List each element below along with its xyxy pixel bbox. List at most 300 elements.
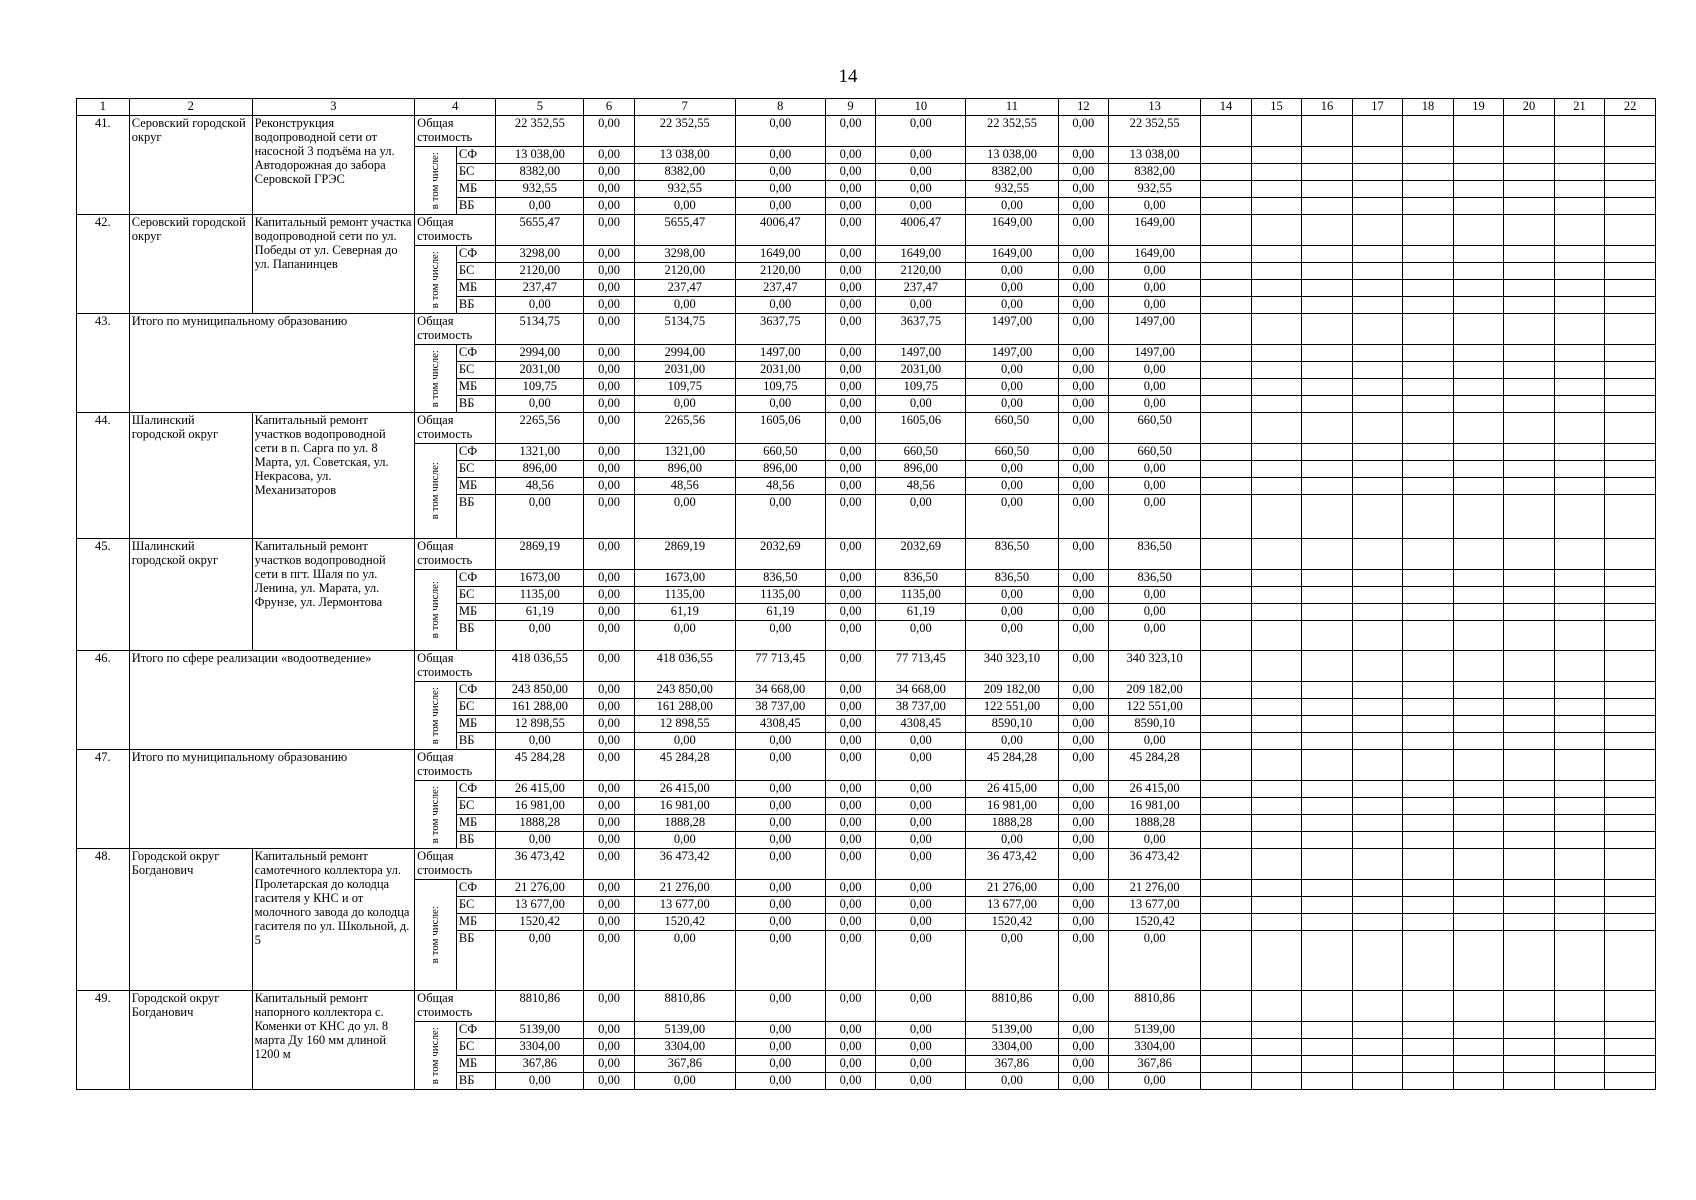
empty-cell [1453, 699, 1504, 716]
value-cell: 0,00 [825, 750, 876, 781]
empty-cell [1605, 263, 1656, 280]
value-cell: 2031,00 [735, 362, 825, 379]
empty-cell [1554, 495, 1605, 539]
empty-cell [1352, 379, 1403, 396]
value-cell: 0,00 [1058, 181, 1109, 198]
value-cell: 0,00 [876, 798, 966, 815]
value-cell: 1520,42 [966, 914, 1058, 931]
empty-cell [1504, 461, 1555, 478]
value-cell: 836,50 [1109, 570, 1201, 587]
empty-cell [1302, 849, 1353, 880]
in-total-text: в том числе: [429, 462, 442, 520]
empty-cell [1403, 604, 1454, 621]
empty-cell [1605, 147, 1656, 164]
empty-cell [1403, 815, 1454, 832]
value-cell: 2120,00 [496, 263, 584, 280]
value-cell: 2031,00 [634, 362, 735, 379]
value-cell: 0,00 [966, 1073, 1058, 1090]
empty-cell [1352, 116, 1403, 147]
value-cell: 0,00 [825, 297, 876, 314]
value-cell: 0,00 [735, 849, 825, 880]
empty-cell [1201, 604, 1252, 621]
value-cell: 0,00 [1058, 379, 1109, 396]
value-cell: 45 284,28 [496, 750, 584, 781]
value-cell: 0,00 [584, 215, 635, 246]
value-cell: 8590,10 [1109, 716, 1201, 733]
empty-cell [1554, 362, 1605, 379]
empty-cell [1554, 1039, 1605, 1056]
empty-cell [1302, 682, 1353, 699]
empty-cell [1352, 699, 1403, 716]
value-cell: 0,00 [825, 1073, 876, 1090]
header-cell-6: 6 [584, 99, 635, 116]
empty-cell [1504, 1039, 1555, 1056]
value-cell: 0,00 [825, 246, 876, 263]
value-cell: 1497,00 [1109, 314, 1201, 345]
funding-source-code: БС [456, 263, 496, 280]
empty-cell [1251, 587, 1302, 604]
empty-cell [1352, 314, 1403, 345]
empty-cell [1352, 164, 1403, 181]
value-cell: 0,00 [966, 604, 1058, 621]
total-cost-label: Общая стоимость [415, 750, 496, 781]
value-cell: 21 276,00 [496, 880, 584, 897]
empty-cell [1605, 699, 1656, 716]
empty-cell [1302, 750, 1353, 781]
value-cell: 0,00 [1058, 461, 1109, 478]
empty-cell [1453, 362, 1504, 379]
empty-cell [1453, 716, 1504, 733]
value-cell: 660,50 [966, 444, 1058, 461]
empty-cell [1352, 849, 1403, 880]
value-cell: 0,00 [876, 396, 966, 413]
municipality-name: Серовский городской округ [129, 215, 252, 314]
value-cell: 0,00 [1058, 849, 1109, 880]
empty-cell [1251, 931, 1302, 991]
empty-cell [1453, 263, 1504, 280]
value-cell: 109,75 [876, 379, 966, 396]
value-cell: 0,00 [735, 798, 825, 815]
funding-source-code: БС [456, 587, 496, 604]
funding-source-code: БС [456, 362, 496, 379]
summary-title: Итого по муниципальному образованию [129, 314, 414, 413]
value-cell: 0,00 [584, 379, 635, 396]
value-cell: 0,00 [496, 1073, 584, 1090]
empty-cell [1453, 345, 1504, 362]
empty-cell [1403, 897, 1454, 914]
empty-cell [1605, 815, 1656, 832]
empty-cell [1554, 215, 1605, 246]
value-cell: 0,00 [1058, 345, 1109, 362]
value-cell: 0,00 [735, 396, 825, 413]
value-cell: 0,00 [584, 682, 635, 699]
funding-source-code: МБ [456, 379, 496, 396]
empty-cell [1605, 716, 1656, 733]
value-cell: 0,00 [1058, 733, 1109, 750]
empty-cell [1453, 781, 1504, 798]
empty-cell [1403, 1039, 1454, 1056]
empty-cell [1554, 461, 1605, 478]
empty-cell [1201, 198, 1252, 215]
value-cell: 5655,47 [496, 215, 584, 246]
value-cell: 0,00 [825, 604, 876, 621]
empty-cell [1554, 396, 1605, 413]
empty-cell [1201, 897, 1252, 914]
value-cell: 8382,00 [496, 164, 584, 181]
funding-source-code: ВБ [456, 396, 496, 413]
value-cell: 237,47 [496, 280, 584, 297]
value-cell: 0,00 [966, 297, 1058, 314]
total-cost-label: Общая стоимость [415, 116, 496, 147]
value-cell: 932,55 [634, 181, 735, 198]
empty-cell [1403, 716, 1454, 733]
value-cell: 16 981,00 [496, 798, 584, 815]
empty-cell [1403, 164, 1454, 181]
value-cell: 0,00 [966, 396, 1058, 413]
municipality-name: Городской округ Богданович [129, 991, 252, 1090]
value-cell: 0,00 [584, 1022, 635, 1039]
empty-cell [1453, 914, 1504, 931]
empty-cell [1605, 880, 1656, 897]
empty-cell [1302, 147, 1353, 164]
value-cell: 36 473,42 [496, 849, 584, 880]
value-cell: 0,00 [876, 832, 966, 849]
value-cell: 26 415,00 [634, 781, 735, 798]
value-cell: 0,00 [584, 733, 635, 750]
value-cell: 0,00 [584, 164, 635, 181]
empty-cell [1605, 461, 1656, 478]
empty-cell [1201, 164, 1252, 181]
empty-cell [1251, 198, 1302, 215]
empty-cell [1302, 413, 1353, 444]
value-cell: 0,00 [496, 621, 584, 651]
value-cell: 0,00 [825, 444, 876, 461]
empty-cell [1251, 651, 1302, 682]
empty-cell [1453, 280, 1504, 297]
funding-source-code: БС [456, 699, 496, 716]
value-cell: 0,00 [825, 1056, 876, 1073]
empty-cell [1403, 413, 1454, 444]
value-cell: 836,50 [966, 539, 1058, 570]
funding-source-code: МБ [456, 280, 496, 297]
empty-cell [1504, 991, 1555, 1022]
value-cell: 0,00 [1058, 297, 1109, 314]
value-cell: 5134,75 [496, 314, 584, 345]
value-cell: 0,00 [584, 413, 635, 444]
empty-cell [1251, 880, 1302, 897]
value-cell: 13 677,00 [634, 897, 735, 914]
value-cell: 0,00 [1058, 314, 1109, 345]
header-cell-5: 5 [496, 99, 584, 116]
value-cell: 13 038,00 [496, 147, 584, 164]
empty-cell [1302, 116, 1353, 147]
empty-cell [1352, 246, 1403, 263]
value-cell: 0,00 [634, 495, 735, 539]
empty-cell [1403, 1022, 1454, 1039]
empty-cell [1201, 914, 1252, 931]
funding-source-code: СФ [456, 781, 496, 798]
empty-cell [1251, 849, 1302, 880]
empty-cell [1302, 587, 1353, 604]
vertical-label-wrapper [417, 682, 454, 749]
value-cell: 0,00 [825, 495, 876, 539]
value-cell: 0,00 [1058, 991, 1109, 1022]
value-cell: 0,00 [825, 215, 876, 246]
in-total-text: в том числе: [429, 581, 442, 639]
in-total-text: в том числе: [429, 686, 442, 745]
empty-cell [1605, 396, 1656, 413]
empty-cell [1605, 314, 1656, 345]
in-total-vertical-label [415, 444, 457, 539]
empty-cell [1554, 651, 1605, 682]
value-cell: 0,00 [1109, 832, 1201, 849]
vertical-label-wrapper [417, 570, 454, 650]
empty-cell [1605, 413, 1656, 444]
empty-cell [1201, 539, 1252, 570]
empty-cell [1201, 733, 1252, 750]
value-cell: 4006,47 [735, 215, 825, 246]
value-cell: 8810,86 [496, 991, 584, 1022]
empty-cell [1453, 587, 1504, 604]
empty-cell [1201, 1073, 1252, 1090]
empty-cell [1352, 1056, 1403, 1073]
value-cell: 0,00 [825, 570, 876, 587]
value-cell: 0,00 [1058, 280, 1109, 297]
empty-cell [1605, 164, 1656, 181]
empty-cell [1251, 164, 1302, 181]
value-cell: 0,00 [1109, 587, 1201, 604]
value-cell: 36 473,42 [966, 849, 1058, 880]
row-number: 43. [77, 314, 130, 413]
header-cell-14: 14 [1201, 99, 1252, 116]
value-cell: 2031,00 [876, 362, 966, 379]
empty-cell [1352, 539, 1403, 570]
value-cell: 8590,10 [966, 716, 1058, 733]
value-cell: 0,00 [584, 849, 635, 880]
value-cell: 1649,00 [735, 246, 825, 263]
value-cell: 836,50 [966, 570, 1058, 587]
value-cell: 48,56 [496, 478, 584, 495]
empty-cell [1504, 444, 1555, 461]
value-cell: 0,00 [735, 832, 825, 849]
value-cell: 0,00 [1109, 198, 1201, 215]
value-cell: 12 898,55 [496, 716, 584, 733]
value-cell: 109,75 [496, 379, 584, 396]
empty-cell [1352, 280, 1403, 297]
value-cell: 0,00 [1109, 396, 1201, 413]
funding-source-code: МБ [456, 914, 496, 931]
value-cell: 0,00 [825, 198, 876, 215]
value-cell: 3637,75 [735, 314, 825, 345]
value-cell: 0,00 [735, 733, 825, 750]
empty-cell [1453, 164, 1504, 181]
header-row [77, 99, 1656, 116]
value-cell: 0,00 [735, 1056, 825, 1073]
value-cell: 0,00 [584, 815, 635, 832]
empty-cell [1453, 832, 1504, 849]
funding-source-code: МБ [456, 815, 496, 832]
value-cell: 0,00 [634, 733, 735, 750]
empty-cell [1302, 246, 1353, 263]
empty-cell [1554, 750, 1605, 781]
value-cell: 0,00 [825, 1039, 876, 1056]
value-cell: 2032,69 [735, 539, 825, 570]
value-cell: 0,00 [634, 621, 735, 651]
value-cell: 0,00 [584, 604, 635, 621]
value-cell: 2032,69 [876, 539, 966, 570]
funding-source-code: МБ [456, 604, 496, 621]
funding-source-code: ВБ [456, 198, 496, 215]
empty-cell [1302, 570, 1353, 587]
value-cell: 0,00 [825, 798, 876, 815]
value-cell: 5134,75 [634, 314, 735, 345]
empty-cell [1251, 750, 1302, 781]
empty-cell [1554, 849, 1605, 880]
header-cell-2: 2 [129, 99, 252, 116]
value-cell: 0,00 [825, 181, 876, 198]
value-cell: 0,00 [1058, 832, 1109, 849]
value-cell: 0,00 [876, 914, 966, 931]
in-total-vertical-label [415, 1022, 457, 1090]
empty-cell [1504, 181, 1555, 198]
value-cell: 0,00 [1058, 116, 1109, 147]
funding-source-code: СФ [456, 1022, 496, 1039]
value-cell: 660,50 [735, 444, 825, 461]
empty-cell [1504, 1056, 1555, 1073]
empty-cell [1554, 164, 1605, 181]
empty-cell [1352, 716, 1403, 733]
empty-cell [1302, 1022, 1353, 1039]
header-cell-18: 18 [1403, 99, 1454, 116]
value-cell: 243 850,00 [634, 682, 735, 699]
value-cell: 0,00 [1058, 1039, 1109, 1056]
project-description: Капитальный ремонт участка водопроводной сети по ул. Победы от ул. Северная до ул. Папанинцев [252, 215, 415, 314]
value-cell: 1605,06 [735, 413, 825, 444]
empty-cell [1605, 116, 1656, 147]
empty-cell [1554, 991, 1605, 1022]
total-cost-label: Общая стоимость [415, 539, 496, 570]
empty-cell [1352, 461, 1403, 478]
empty-cell [1251, 1073, 1302, 1090]
empty-cell [1504, 716, 1555, 733]
value-cell: 45 284,28 [1109, 750, 1201, 781]
value-cell: 0,00 [584, 832, 635, 849]
empty-cell [1453, 539, 1504, 570]
empty-cell [1251, 280, 1302, 297]
empty-cell [1251, 297, 1302, 314]
empty-cell [1403, 198, 1454, 215]
header-cell-12: 12 [1058, 99, 1109, 116]
empty-cell [1504, 280, 1555, 297]
value-cell: 4308,45 [735, 716, 825, 733]
empty-cell [1251, 1056, 1302, 1073]
funding-source-code: СФ [456, 345, 496, 362]
in-total-vertical-label [415, 570, 457, 651]
empty-cell [1251, 798, 1302, 815]
empty-cell [1201, 147, 1252, 164]
empty-cell [1605, 621, 1656, 651]
empty-cell [1554, 604, 1605, 621]
empty-cell [1302, 362, 1353, 379]
empty-cell [1453, 297, 1504, 314]
empty-cell [1302, 478, 1353, 495]
empty-cell [1302, 164, 1353, 181]
value-cell: 61,19 [876, 604, 966, 621]
row-number: 41. [77, 116, 130, 215]
project-description: Реконструкция водопроводной сети от насосной 3 подъёма на ул. Автодорожная до забора Серовской ГРЭС [252, 116, 415, 215]
value-cell: 2120,00 [735, 263, 825, 280]
value-cell: 1520,42 [1109, 914, 1201, 931]
header-cell-1: 1 [77, 99, 130, 116]
empty-cell [1251, 570, 1302, 587]
project-description: Капитальный ремонт напорного коллектора с. Коменки от КНС до ул. 8 марта Ду 160 мм длиной 1200 м [252, 991, 415, 1090]
empty-cell [1605, 362, 1656, 379]
empty-cell [1554, 314, 1605, 345]
empty-cell [1352, 781, 1403, 798]
value-cell: 0,00 [876, 621, 966, 651]
empty-cell [1403, 880, 1454, 897]
value-cell: 0,00 [825, 621, 876, 651]
value-cell: 36 473,42 [634, 849, 735, 880]
value-cell: 0,00 [825, 587, 876, 604]
empty-cell [1302, 733, 1353, 750]
value-cell: 0,00 [584, 1056, 635, 1073]
value-cell: 367,86 [634, 1056, 735, 1073]
value-cell: 0,00 [584, 880, 635, 897]
empty-cell [1453, 444, 1504, 461]
empty-cell [1251, 539, 1302, 570]
empty-cell [1605, 682, 1656, 699]
empty-cell [1605, 914, 1656, 931]
empty-cell [1504, 495, 1555, 539]
empty-cell [1453, 897, 1504, 914]
value-cell: 0,00 [966, 478, 1058, 495]
empty-cell [1352, 297, 1403, 314]
empty-cell [1352, 495, 1403, 539]
empty-cell [1605, 897, 1656, 914]
table-row [77, 651, 1656, 682]
empty-cell [1453, 495, 1504, 539]
funding-source-code: БС [456, 461, 496, 478]
empty-cell [1554, 798, 1605, 815]
empty-cell [1302, 215, 1353, 246]
value-cell: 0,00 [825, 379, 876, 396]
value-cell: 0,00 [1058, 198, 1109, 215]
value-cell: 418 036,55 [634, 651, 735, 682]
value-cell: 0,00 [1058, 716, 1109, 733]
funding-source-code: ВБ [456, 931, 496, 991]
empty-cell [1251, 181, 1302, 198]
value-cell: 1673,00 [634, 570, 735, 587]
empty-cell [1605, 280, 1656, 297]
table-row [77, 116, 1656, 147]
value-cell: 0,00 [584, 478, 635, 495]
empty-cell [1554, 914, 1605, 931]
empty-cell [1352, 478, 1403, 495]
value-cell: 8810,86 [634, 991, 735, 1022]
empty-cell [1453, 314, 1504, 345]
empty-cell [1453, 604, 1504, 621]
value-cell: 0,00 [1109, 604, 1201, 621]
value-cell: 13 677,00 [1109, 897, 1201, 914]
value-cell: 0,00 [1109, 280, 1201, 297]
value-cell: 0,00 [584, 396, 635, 413]
empty-cell [1403, 798, 1454, 815]
value-cell: 3304,00 [496, 1039, 584, 1056]
empty-cell [1504, 116, 1555, 147]
value-cell: 0,00 [876, 849, 966, 880]
row-number: 42. [77, 215, 130, 314]
